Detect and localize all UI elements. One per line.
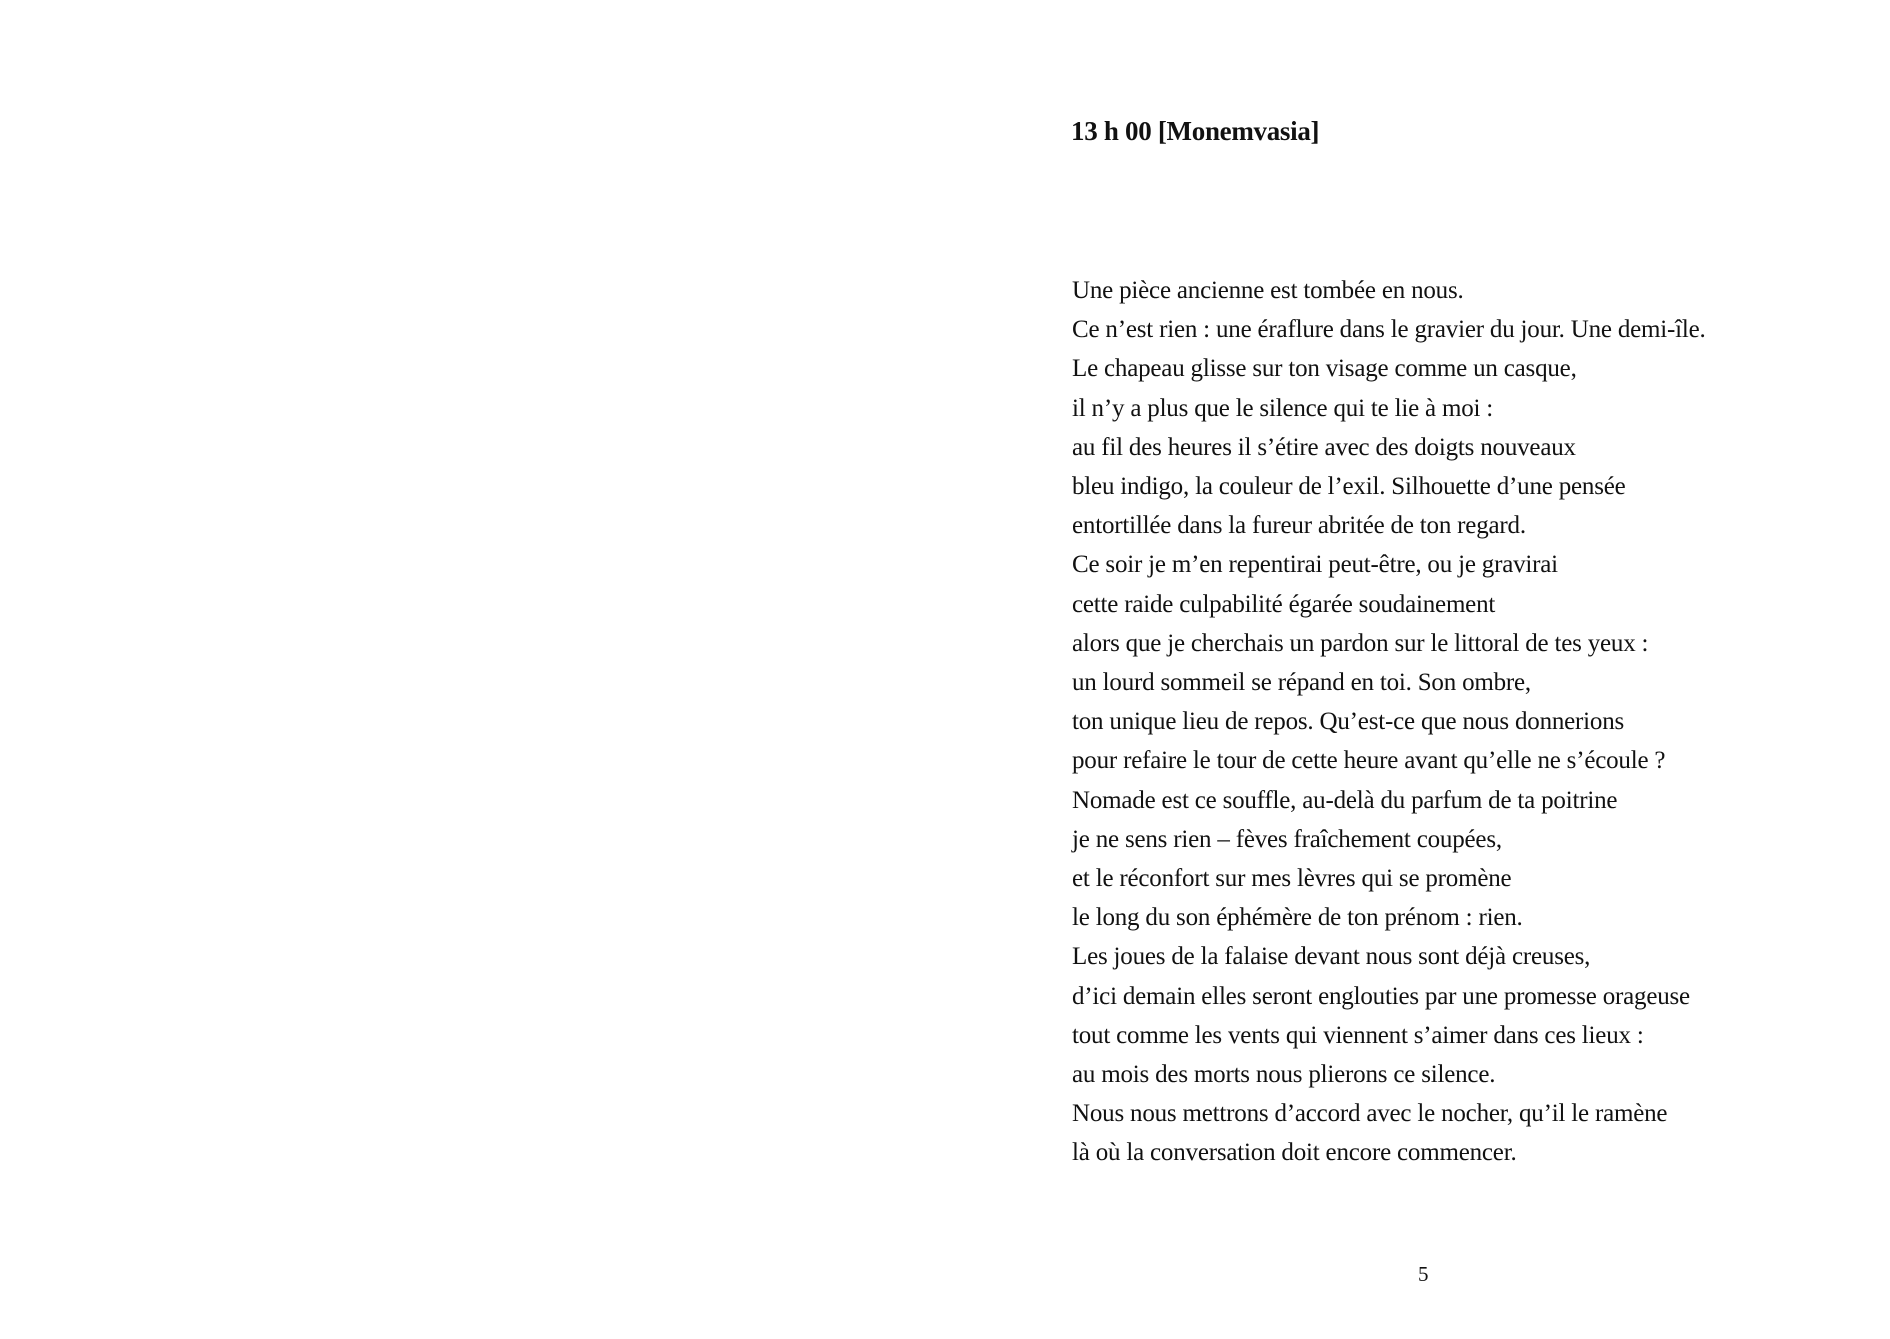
- poem-line: Le chapeau glisse sur ton visage comme un casque,: [1072, 355, 1577, 383]
- page-number: 5: [1418, 1262, 1429, 1286]
- poem-line: Nous nous mettrons d’accord avec le nocher, qu’il le ramène: [1072, 1100, 1668, 1128]
- poem-line: je ne sens rien – fèves fraîchement coupées,: [1072, 825, 1502, 853]
- poem-line: il n’y a plus que le silence qui te lie à moi :: [1072, 394, 1494, 422]
- poem-title: 13 h 00 [Monemvasia]: [1071, 116, 1320, 146]
- poem-line: là où la conversation doit encore commencer.: [1072, 1139, 1517, 1167]
- poem-line: au mois des morts nous plierons ce silence.: [1072, 1061, 1496, 1089]
- poem-line: alors que je cherchais un pardon sur le littoral de tes yeux :: [1072, 629, 1649, 657]
- poem-line: Nomade est ce souffle, au-delà du parfum de ta poitrine: [1072, 786, 1618, 814]
- poem-line: Ce n’est rien : une éraflure dans le gravier du jour. Une demi-île.: [1072, 316, 1706, 344]
- poem-line: pour refaire le tour de cette heure avant qu’elle ne s’écoule ?: [1072, 747, 1666, 775]
- poem-line: Ce soir je m’en repentirai peut-être, ou je gravirai: [1072, 551, 1558, 579]
- poem-line: au fil des heures il s’étire avec des doigts nouveaux: [1072, 433, 1576, 461]
- poem-line: tout comme les vents qui viennent s’aimer dans ces lieux :: [1072, 1021, 1644, 1049]
- poem-line: le long du son éphémère de ton prénom : rien.: [1072, 904, 1523, 932]
- poem-body: [1072, 271, 1706, 1173]
- poem-line: bleu indigo, la couleur de l’exil. Silhouette d’une pensée: [1072, 473, 1626, 501]
- poem-line: Une pièce ancienne est tombée en nous.: [1072, 277, 1464, 304]
- poem-line: cette raide culpabilité égarée soudainement: [1072, 590, 1496, 618]
- poem-line: Les joues de la falaise devant nous sont déjà creuses,: [1072, 943, 1591, 971]
- poem-line: un lourd sommeil se répand en toi. Son ombre,: [1072, 669, 1531, 697]
- poem-line: et le réconfort sur mes lèvres qui se promène: [1072, 865, 1512, 893]
- poem-line: entortillée dans la fureur abritée de ton regard.: [1072, 512, 1526, 540]
- poem-line: ton unique lieu de repos. Qu’est-ce que nous donnerions: [1072, 708, 1625, 736]
- poem-line: d’ici demain elles seront englouties par une promesse orageuse: [1072, 982, 1690, 1010]
